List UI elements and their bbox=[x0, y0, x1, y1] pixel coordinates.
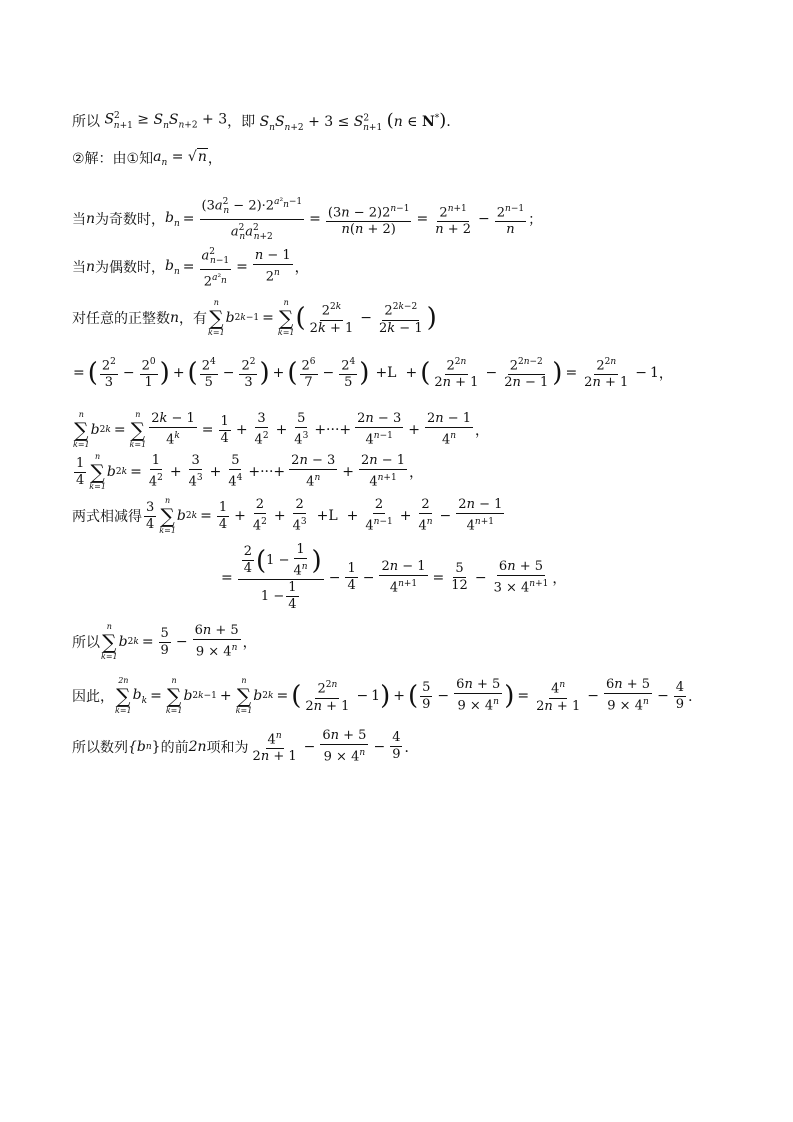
var-2n: 2n bbox=[188, 738, 207, 755]
formula-sum-even-result: n ∑ k=1 b 2k = $\frac{5}{9}$ − $\frac{6n + 5}{9 \times 4^n}$ bbox=[101, 622, 239, 661]
ellipsis-dots: +···+ bbox=[314, 422, 352, 438]
text-mid: ，即 bbox=[227, 114, 256, 130]
formula-total-sum: 2n ∑ k=1 $b_k$ = n ∑ k=1 b 2k−1 + n ∑ k=1 b 2k = ( $\frac{2^{2n}}{2n + 1}$ − 1 ) + ( $\frac{5}{9}$ − $\frac{6n + 5}{9 \times 4^n}$ ) = $\frac{4^n}{2n + 1}$ − $\frac{6n + 5}{9 \times 4^n}$ − $\frac{4}{9}$ bbox=[115, 676, 685, 715]
var-n: n bbox=[86, 259, 96, 276]
line-telescoping bbox=[70, 354, 673, 391]
formula-quarter-sum: $\frac{1}{4}$ n ∑ k=1 b 2k = $\frac{1}{4^2}$ + $\frac{3}{4^3}$ + $\frac{5}{4^4}$ +···+ $\frac{2n - 3}{4^n}$ + $\frac{2n - 1}{4^{n+1}}$ ， bbox=[76, 452, 424, 491]
text-mid: 为偶数时， bbox=[95, 260, 166, 277]
ellipsis-dots: +···+ bbox=[248, 464, 286, 480]
formula-an-sqrt: $a_n = √n$ bbox=[153, 148, 207, 168]
text-end: ， bbox=[242, 635, 257, 651]
text-end: ； bbox=[528, 212, 543, 229]
line-quarter-sum bbox=[72, 452, 423, 492]
ellipsis-L: +L bbox=[375, 364, 397, 381]
formula-inequality-2: $S_nS_{n+2} + 3 \le S^2_{n+1}$ (n ∈ N*) bbox=[259, 110, 447, 133]
text-end: ． bbox=[446, 114, 461, 130]
line-solution-start bbox=[72, 148, 222, 168]
text-mid: 的前 bbox=[160, 739, 189, 756]
text-mid2: 项和为 bbox=[206, 739, 249, 756]
formula-subtract: $\frac{3}{4}$ n ∑ k=1 b 2k = $\frac{1}{4}$ + $\frac{2}{4^2}$ + $\frac{2}{4^3}$ +L + $\frac{2}{4^{n-1}}$ + $\frac{2}{4^n}$ − $\frac{2n - 1}{4^{n+1}}$ bbox=[146, 496, 503, 535]
text-prefix: 因此， bbox=[72, 689, 114, 705]
comma: ， bbox=[658, 365, 673, 382]
text-prefix: ②解：由①知 bbox=[72, 151, 154, 167]
line-even-case bbox=[72, 244, 309, 290]
text-mid: ，有 bbox=[179, 311, 208, 327]
var-n: n bbox=[86, 211, 96, 228]
line-odd-case bbox=[72, 194, 542, 245]
text-prefix: 所以 bbox=[72, 635, 100, 651]
text-prefix: 对任意的正整数 bbox=[72, 311, 170, 327]
line-subtract bbox=[72, 496, 506, 536]
formula-bn-even: $b_n$ = $\frac{a^2_{n-1}}{2^{a^2_n}}$ = $\frac{n - 1}{2^n}$ bbox=[165, 244, 295, 290]
line-subtract-result bbox=[218, 542, 566, 613]
line-sum-even-terms bbox=[72, 410, 489, 450]
text-end: ， bbox=[294, 260, 309, 277]
formula-final: $\frac{4^n}{2n + 1}$ − $\frac{6n + 5}{9 \times 4^n}$ − $\frac{4}{9}$ bbox=[252, 728, 401, 765]
seq-b-open: {b bbox=[128, 738, 146, 755]
formula-bn-odd: $b_n$ = $\frac{(3a^2_n - 2)\cdot 2^{a^2_n-1}}{a^2_na^2_{n+2}}$ = $\frac{(3n - 2)2^{n-1}}{n(n + 2)}$ = $\frac{2^{n+1}}{n + 2}$ − $\frac{2^{n-1}}{n}$ bbox=[165, 194, 528, 245]
formula-sum-odd: n ∑ k=1 b 2k−1 = n ∑ k=1 ( $\frac{2^{2k}}{2k + 1}$ − $\frac{2^{2k-2}}{2k - 1}$ ) bbox=[208, 298, 437, 337]
seq-b-close: } bbox=[151, 738, 161, 755]
line-therefore bbox=[72, 676, 702, 716]
comma: ， bbox=[552, 570, 567, 587]
text-prefix: 所以数列 bbox=[72, 739, 128, 756]
ellipsis-L: +L bbox=[316, 508, 338, 524]
formula-inequality-1: $S^2_{n+1} \ge S_nS_{n+2} + 3$ bbox=[104, 111, 228, 131]
line-final-answer: 所以数列 {b n } 的前 2n 项和为 $\frac{4^n}{2n + 1}$ − $\frac{6n + 5}{9 \times 4^n}$ − $\frac{4}{9}$ ． bbox=[72, 728, 419, 765]
formula-telescoping: = ( $\frac{2^2}{3}$ − $\frac{2^0}{1}$ ) + ( $\frac{2^4}{5}$ − $\frac{2^2}{3}$ ) + ( $\frac{2^6}{7}$ − $\frac{2^4}{5}$ ) +L + ( $\frac{2^{2n}}{2n + 1}$ − $\frac{2^{2n-2}}{2n - 1}$ ) = $\frac{2^{2n}}{2n + 1}$ − 1 ， bbox=[70, 354, 673, 391]
text-end: ， bbox=[207, 151, 222, 167]
text-prefix: 所以 bbox=[72, 114, 100, 130]
text-end: ． bbox=[688, 689, 703, 705]
line-sum-even-result bbox=[72, 622, 257, 662]
comma: ， bbox=[409, 465, 424, 481]
text-end: ． bbox=[404, 739, 419, 756]
formula-sum-even: n ∑ k=1 b 2k = n ∑ k=1 $\frac{2k - 1}{4^k}$ = $\frac{1}{4}$ + $\frac{3}{4^2}$ + $\frac{5}{4^3}$ +···+ $\frac{2n - 3}{4^{n-1}}$ + $\frac{2n - 1}{4^n}$ ， bbox=[73, 410, 490, 449]
text-prefix: 当 bbox=[72, 212, 86, 229]
text-prefix: 两式相减得 bbox=[72, 509, 142, 525]
comma: ， bbox=[475, 423, 490, 439]
line-conclusion-inequality bbox=[72, 108, 460, 134]
formula-subtract-result: = $\frac{2}{4}$ ( 1 − $\frac{1}{4^n}$ ) 1 − $\frac{1}{4}$ − $\frac{1}{4}$ − $\frac{2n - 1}{4^{n+1}}$ = $\frac{5}{12}$ − $\frac{6n + 5}{3 \times 4^{n+1}}$ ， bbox=[221, 542, 567, 613]
line-sum-odd-terms bbox=[72, 298, 437, 338]
text-prefix: 当 bbox=[72, 260, 86, 277]
text-mid: 为奇数时， bbox=[95, 212, 166, 229]
var-n: n bbox=[170, 310, 180, 326]
